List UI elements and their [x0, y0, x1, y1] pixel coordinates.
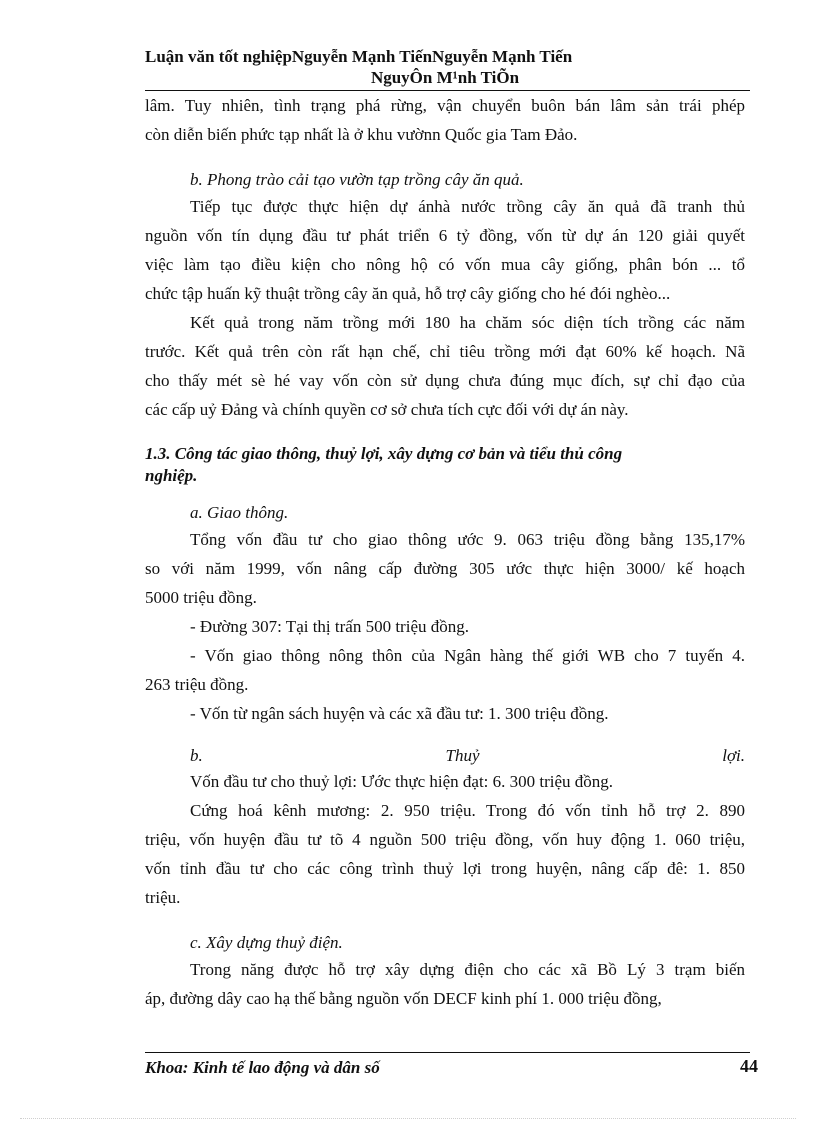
bullet-line: - Đường 307: Tại thị trấn 500 triệu đồng.	[190, 617, 469, 636]
paragraph-line: lâm. Tuy nhiên, tình trạng phá rừng, vận chuyển buôn bán lâm sản trái phép	[145, 96, 745, 115]
header-title: Luận văn tốt nghiệpNguyễn Mạnh TiếnNguyễn Mạnh Tiến	[145, 47, 573, 66]
subheading-b-orchard: b. Phong trào cải tạo vườn tạp trồng cây ăn quả.	[190, 170, 524, 189]
subheading-word: Thuỷ	[445, 746, 480, 765]
paragraph-line: vốn tỉnh đầu tư cho các công trình thuỷ lợi trong huyện, nâng cấp đê: 1. 850	[145, 859, 745, 878]
paragraph-line: cho thấy mét sè hé vay vốn còn sử dụng chưa đúng mục đích, sự chỉ đạo của	[145, 371, 745, 390]
paragraph-line: Kết quả trong năm trồng mới 180 ha chăm sóc diện tích trồng các năm	[190, 313, 745, 332]
bullet-line: - Vốn giao thông nông thôn của Ngân hàng thế giới WB cho 7 tuyến 4.	[190, 646, 745, 665]
footer-rule	[145, 1052, 750, 1053]
header-author: NguyÔn M¹nh TiÕn	[370, 68, 520, 87]
paragraph-line: các cấp uỷ Đảng và chính quyền cơ sở chưa tích cực đối với dự án này.	[145, 400, 629, 419]
section-heading-1-3: 1.3. Công tác giao thông, thuỷ lợi, xây dựng cơ bản và tiểu thủ công	[145, 444, 623, 463]
paragraph-line: trước. Kết quả trên còn rất hạn chế, chỉ tiêu trồng mới đạt 60% kế hoạch. Nã	[145, 342, 745, 361]
bullet-line: - Vốn từ ngân sách huyện và các xã đầu tư: 1. 300 triệu đồng.	[190, 704, 609, 723]
subheading-word: lợi.	[722, 746, 745, 765]
paragraph-line: việc làm tạo điều kiện cho nông hộ có vốn mua cây giống, phân bón ... tổ	[145, 255, 745, 274]
paragraph-line: chức tập huấn kỹ thuật trồng cây ăn quả, hỗ trợ cây giống cho hé đói nghèo...	[145, 284, 671, 303]
subheading-a-transport: a. Giao thông.	[190, 503, 289, 522]
paragraph-line: còn diễn biến phức tạp nhất là ở khu vườnn Quốc gia Tam Đảo.	[145, 125, 578, 144]
paragraph-line: Tiếp tục được thực hiện dự ánhà nước trồng cây ăn quả đã tranh thủ	[190, 197, 745, 216]
paragraph-line: Vốn đầu tư cho thuỷ lợi: Ước thực hiện đạt: 6. 300 triệu đồng.	[190, 772, 614, 791]
paragraph-line: Tổng vốn đầu tư cho giao thông ước 9. 063 triệu đồng bằng 135,17%	[190, 530, 745, 549]
subheading-c-hydropower: c. Xây dựng thuỷ điện.	[190, 933, 343, 952]
footer-faculty: Khoa: Kinh tế lao động và dân số	[145, 1058, 380, 1077]
page-edge-divider	[20, 1118, 796, 1119]
paragraph-line: nguồn vốn tín dụng đầu tư phát triển 6 tỷ đồng, vốn từ dự án 120 giải quyết	[145, 226, 745, 245]
header-rule	[145, 90, 750, 91]
paragraph-line: 263 triệu đồng.	[145, 675, 249, 694]
paragraph-line: triệu.	[145, 888, 181, 907]
subheading-b-irrigation	[190, 746, 745, 766]
paragraph-line: áp, đường dây cao hạ thế bằng nguồn vốn DECF kinh phí 1. 000 triệu đồng,	[145, 989, 662, 1008]
page-number: 44	[740, 1056, 758, 1076]
section-heading-1-3-cont: nghiệp.	[145, 466, 198, 485]
paragraph-line: Cứng hoá kênh mương: 2. 950 triệu. Trong đó vốn tỉnh hỗ trợ 2. 890	[190, 801, 745, 820]
paragraph-line: 5000 triệu đồng.	[145, 588, 257, 607]
paragraph-line: Trong năng được hỗ trợ xây dựng điện cho các xã Bồ Lý 3 trạm biến	[190, 960, 745, 979]
subheading-letter: b.	[190, 746, 203, 765]
paragraph-line: so với năm 1999, vốn nâng cấp đường 305 ước thực hiện 3000/ kế hoạch	[145, 559, 745, 578]
paragraph-line: triệu, vốn huyện đầu tư tõ 4 nguồn 500 triệu đồng, vốn huy động 1. 060 triệu,	[145, 830, 745, 849]
